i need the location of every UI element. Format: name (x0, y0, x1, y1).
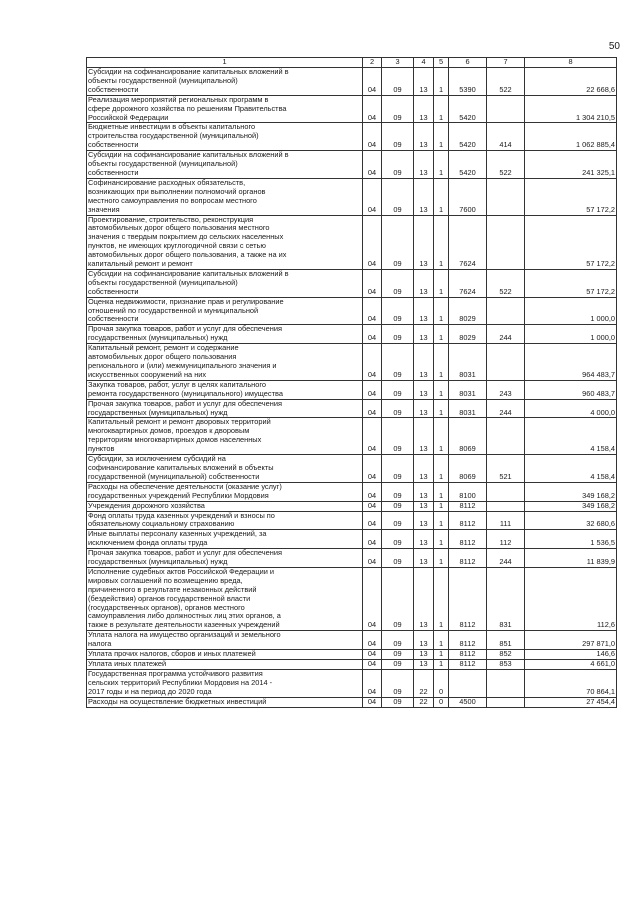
amount: 146,6 (525, 650, 617, 660)
subprogram-code: 1 (434, 215, 449, 269)
program-code: 13 (414, 660, 434, 670)
target-code: 5420 (449, 123, 487, 151)
subsection-code: 09 (382, 297, 414, 325)
expense-type-code: 851 (487, 631, 525, 650)
expense-type-code: 244 (487, 399, 525, 418)
table-row (87, 178, 617, 215)
amount: 4 661,0 (525, 660, 617, 670)
row-name: Расходы на обеспечение деятельности (оказание услуг) государственных учреждений Республики Мордовия (87, 482, 363, 501)
subsection-code: 09 (382, 95, 414, 123)
program-code: 22 (414, 669, 434, 697)
expense-type-code (487, 418, 525, 455)
subsection-code: 09 (382, 697, 414, 707)
amount: 57 172,2 (525, 215, 617, 269)
amount: 1 062 885,4 (525, 123, 617, 151)
program-code: 13 (414, 511, 434, 530)
amount: 349 168,2 (525, 482, 617, 501)
amount: 4 158,4 (525, 418, 617, 455)
subsection-code: 09 (382, 269, 414, 297)
subprogram-code: 1 (434, 399, 449, 418)
table-row (87, 567, 617, 630)
subsection-code: 09 (382, 482, 414, 501)
subprogram-code: 1 (434, 501, 449, 511)
subprogram-code: 1 (434, 549, 449, 568)
subprogram-code: 1 (434, 418, 449, 455)
program-code: 13 (414, 325, 434, 344)
subprogram-code: 1 (434, 297, 449, 325)
expense-type-code: 111 (487, 511, 525, 530)
section-code: 04 (363, 95, 382, 123)
program-code: 13 (414, 380, 434, 399)
subprogram-code: 1 (434, 511, 449, 530)
expense-type-code (487, 697, 525, 707)
subsection-code: 09 (382, 530, 414, 549)
amount: 57 172,2 (525, 178, 617, 215)
subprogram-code: 1 (434, 269, 449, 297)
row-name: Расходы на осуществление бюджетных инвестиций (87, 697, 363, 707)
expense-type-code: 522 (487, 151, 525, 179)
subprogram-code: 1 (434, 455, 449, 483)
expense-type-code: 522 (487, 269, 525, 297)
expense-type-code: 521 (487, 455, 525, 483)
subsection-code: 09 (382, 123, 414, 151)
row-name: Реализация мероприятий региональных программ в сфере дорожного хозяйства по решениям Правительства Российской Федерации (87, 95, 363, 123)
page-number: 50 (608, 41, 620, 52)
table-row (87, 399, 617, 418)
row-name: Проектирование, строительство, реконструкция автомобильных дорог общего пользования местного значения с твердым покрытием до сельских населенных пунктов, не имеющих круглогодичной связи с сетью автомобильных дорог общего пользования, а также на их капитальный ремонт и ремонт (87, 215, 363, 269)
section-code: 04 (363, 530, 382, 549)
target-code: 4500 (449, 697, 487, 707)
col-header: 3 (382, 58, 414, 68)
table-row (87, 455, 617, 483)
target-code: 8112 (449, 549, 487, 568)
subsection-code: 09 (382, 501, 414, 511)
program-code: 13 (414, 269, 434, 297)
expense-type-code: 522 (487, 68, 525, 96)
table-row (87, 325, 617, 344)
target-code: 8112 (449, 511, 487, 530)
row-name: Учреждения дорожного хозяйства (87, 501, 363, 511)
program-code: 13 (414, 123, 434, 151)
subsection-code: 09 (382, 631, 414, 650)
subprogram-code: 1 (434, 530, 449, 549)
expense-type-code (487, 669, 525, 697)
expense-type-code (487, 482, 525, 501)
row-name: Субсидии на софинансирование капитальных вложений в объекты государственной (муниципальной) собственности (87, 269, 363, 297)
target-code (449, 669, 487, 697)
row-name: Уплата налога на имущество организаций и земельного налога (87, 631, 363, 650)
subprogram-code: 1 (434, 631, 449, 650)
section-code: 04 (363, 418, 382, 455)
col-header: 1 (87, 58, 363, 68)
expense-type-code: 244 (487, 325, 525, 344)
program-code: 13 (414, 178, 434, 215)
row-name: Закупка товаров, работ, услуг в целях капитального ремонта государственного (муниципального) имущества (87, 380, 363, 399)
program-code: 13 (414, 567, 434, 630)
expense-type-code (487, 178, 525, 215)
row-name: Прочая закупка товаров, работ и услуг для обеспечения государственных (муниципальных) нужд (87, 399, 363, 418)
table-row (87, 650, 617, 660)
row-name: Уплата иных платежей (87, 660, 363, 670)
program-code: 13 (414, 631, 434, 650)
amount: 1 536,5 (525, 530, 617, 549)
subprogram-code: 1 (434, 68, 449, 96)
program-code: 13 (414, 501, 434, 511)
target-code: 8029 (449, 325, 487, 344)
table-row (87, 631, 617, 650)
section-code: 04 (363, 567, 382, 630)
table-row (87, 549, 617, 568)
program-code: 13 (414, 418, 434, 455)
section-code: 04 (363, 325, 382, 344)
section-code: 04 (363, 549, 382, 568)
target-code: 7624 (449, 269, 487, 297)
target-code: 8069 (449, 418, 487, 455)
expense-type-code: 852 (487, 650, 525, 660)
amount: 297 871,0 (525, 631, 617, 650)
col-header: 2 (363, 58, 382, 68)
subsection-code: 09 (382, 511, 414, 530)
section-code: 04 (363, 697, 382, 707)
target-code: 8031 (449, 399, 487, 418)
section-code: 04 (363, 399, 382, 418)
col-header: 6 (449, 58, 487, 68)
subsection-code: 09 (382, 567, 414, 630)
header-row (87, 58, 617, 68)
program-code: 22 (414, 697, 434, 707)
expense-type-code (487, 297, 525, 325)
subsection-code: 09 (382, 178, 414, 215)
table-row (87, 151, 617, 179)
section-code: 04 (363, 269, 382, 297)
table-row (87, 344, 617, 381)
row-name: Прочая закупка товаров, работ и услуг для обеспечения государственных (муниципальных) нужд (87, 549, 363, 568)
table-row (87, 380, 617, 399)
section-code: 04 (363, 297, 382, 325)
expense-type-code: 112 (487, 530, 525, 549)
amount: 1 000,0 (525, 297, 617, 325)
amount: 4 000,0 (525, 399, 617, 418)
subprogram-code: 1 (434, 95, 449, 123)
subprogram-code: 1 (434, 650, 449, 660)
row-name: Иные выплаты персоналу казенных учреждений, за исключением фонда оплаты труда (87, 530, 363, 549)
row-name: Прочая закупка товаров, работ и услуг для обеспечения государственных (муниципальных) нужд (87, 325, 363, 344)
amount: 4 158,4 (525, 455, 617, 483)
subprogram-code: 1 (434, 151, 449, 179)
target-code: 8100 (449, 482, 487, 501)
table-row (87, 418, 617, 455)
expense-type-code (487, 344, 525, 381)
program-code: 13 (414, 215, 434, 269)
row-name: Государственная программа устойчивого развития сельских территорий Республики Мордовия на 2014 - 2017 годы и на период до 2020 года (87, 669, 363, 697)
subsection-code: 09 (382, 650, 414, 660)
subsection-code: 09 (382, 669, 414, 697)
section-code: 04 (363, 215, 382, 269)
col-header: 8 (525, 58, 617, 68)
program-code: 13 (414, 530, 434, 549)
subsection-code: 09 (382, 418, 414, 455)
subsection-code: 09 (382, 325, 414, 344)
row-name: Капитальный ремонт, ремонт и содержание автомобильных дорог общего пользования регионального и (или) межмуниципального значения и искусственных сооружений на них (87, 344, 363, 381)
expense-type-code: 414 (487, 123, 525, 151)
program-code: 13 (414, 68, 434, 96)
section-code: 04 (363, 151, 382, 179)
section-code: 04 (363, 669, 382, 697)
row-name: Субсидии на софинансирование капитальных вложений в объекты государственной (муниципальной) собственности (87, 151, 363, 179)
program-code: 13 (414, 549, 434, 568)
subsection-code: 09 (382, 660, 414, 670)
section-code: 04 (363, 344, 382, 381)
amount: 1 304 210,5 (525, 95, 617, 123)
target-code: 8112 (449, 567, 487, 630)
program-code: 13 (414, 151, 434, 179)
target-code: 8112 (449, 501, 487, 511)
table-body (87, 68, 617, 708)
subprogram-code: 1 (434, 660, 449, 670)
table-row (87, 660, 617, 670)
table-row (87, 95, 617, 123)
row-name: Субсидии на софинансирование капитальных вложений в объекты государственной (муниципальной) собственности (87, 68, 363, 96)
section-code: 04 (363, 380, 382, 399)
subprogram-code: 1 (434, 482, 449, 501)
row-name: Капитальный ремонт и ремонт дворовых территорий многоквартирных домов, проездов к дворовым территориям многоквартирных домов населенных пунктов (87, 418, 363, 455)
target-code: 7624 (449, 215, 487, 269)
expense-type-code: 831 (487, 567, 525, 630)
subsection-code: 09 (382, 215, 414, 269)
target-code: 7600 (449, 178, 487, 215)
subsection-code: 09 (382, 151, 414, 179)
row-name: Уплата прочих налогов, сборов и иных платежей (87, 650, 363, 660)
subprogram-code: 1 (434, 123, 449, 151)
section-code: 04 (363, 482, 382, 501)
section-code: 04 (363, 123, 382, 151)
expense-type-code (487, 95, 525, 123)
subprogram-code: 1 (434, 567, 449, 630)
program-code: 13 (414, 399, 434, 418)
target-code: 8112 (449, 660, 487, 670)
expense-type-code: 244 (487, 549, 525, 568)
subsection-code: 09 (382, 549, 414, 568)
expense-type-code (487, 215, 525, 269)
col-header: 4 (414, 58, 434, 68)
amount: 70 864,1 (525, 669, 617, 697)
subprogram-code: 1 (434, 325, 449, 344)
table-row (87, 530, 617, 549)
budget-table (86, 57, 617, 708)
target-code: 5420 (449, 95, 487, 123)
col-header: 5 (434, 58, 449, 68)
subprogram-code: 0 (434, 697, 449, 707)
program-code: 13 (414, 482, 434, 501)
table-row (87, 68, 617, 96)
row-name: Исполнение судебных актов Российской Федерации и мировых соглашений по возмещению вреда, причиненного в результате незаконных действий (бездействия) органов государственной власти (государственных органов), органов местного самоуправления либо должностных лиц этих органов, а также в результате деятельности казенных учреждений (87, 567, 363, 630)
row-name: Софинансирование расходных обязательств, возникающих при выполнении полномочий органов местного самоуправления по вопросам местного значения (87, 178, 363, 215)
table-row (87, 501, 617, 511)
target-code: 8069 (449, 455, 487, 483)
table-row (87, 482, 617, 501)
section-code: 04 (363, 501, 382, 511)
row-name: Бюджетные инвестиции в объекты капитального строительства государственной (муниципальной) собственности (87, 123, 363, 151)
target-code: 8112 (449, 631, 487, 650)
target-code: 8029 (449, 297, 487, 325)
amount: 112,6 (525, 567, 617, 630)
target-code: 8031 (449, 344, 487, 381)
amount: 960 483,7 (525, 380, 617, 399)
amount: 22 668,6 (525, 68, 617, 96)
expense-type-code: 243 (487, 380, 525, 399)
amount: 32 680,6 (525, 511, 617, 530)
subprogram-code: 1 (434, 380, 449, 399)
expense-type-code: 853 (487, 660, 525, 670)
section-code: 04 (363, 455, 382, 483)
program-code: 13 (414, 650, 434, 660)
amount: 27 454,4 (525, 697, 617, 707)
row-name: Фонд оплаты труда казенных учреждений и взносы по обязательному социальному страхованию (87, 511, 363, 530)
subprogram-code: 1 (434, 344, 449, 381)
table-row (87, 269, 617, 297)
target-code: 8112 (449, 650, 487, 660)
amount: 964 483,7 (525, 344, 617, 381)
subsection-code: 09 (382, 380, 414, 399)
section-code: 04 (363, 178, 382, 215)
table-row (87, 511, 617, 530)
amount: 1 000,0 (525, 325, 617, 344)
table-row (87, 297, 617, 325)
expense-type-code (487, 501, 525, 511)
program-code: 13 (414, 297, 434, 325)
section-code: 04 (363, 511, 382, 530)
amount: 349 168,2 (525, 501, 617, 511)
table-row (87, 123, 617, 151)
target-code: 5420 (449, 151, 487, 179)
amount: 11 839,9 (525, 549, 617, 568)
section-code: 04 (363, 650, 382, 660)
subsection-code: 09 (382, 399, 414, 418)
target-code: 8031 (449, 380, 487, 399)
target-code: 5390 (449, 68, 487, 96)
subsection-code: 09 (382, 344, 414, 381)
section-code: 04 (363, 631, 382, 650)
section-code: 04 (363, 660, 382, 670)
subsection-code: 09 (382, 68, 414, 96)
amount: 241 325,1 (525, 151, 617, 179)
row-name: Оценка недвижимости, признание прав и регулирование отношений по государственной и муниципальной собственности (87, 297, 363, 325)
subsection-code: 09 (382, 455, 414, 483)
table-row (87, 697, 617, 707)
amount: 57 172,2 (525, 269, 617, 297)
table-row (87, 215, 617, 269)
section-code: 04 (363, 68, 382, 96)
subprogram-code: 1 (434, 178, 449, 215)
subprogram-code: 0 (434, 669, 449, 697)
row-name: Субсидии, за исключением субсидий на софинансирование капитальных вложений в объекты государственной (муниципальной) собственности (87, 455, 363, 483)
col-header: 7 (487, 58, 525, 68)
target-code: 8112 (449, 530, 487, 549)
program-code: 13 (414, 344, 434, 381)
program-code: 13 (414, 95, 434, 123)
program-code: 13 (414, 455, 434, 483)
table-row (87, 669, 617, 697)
